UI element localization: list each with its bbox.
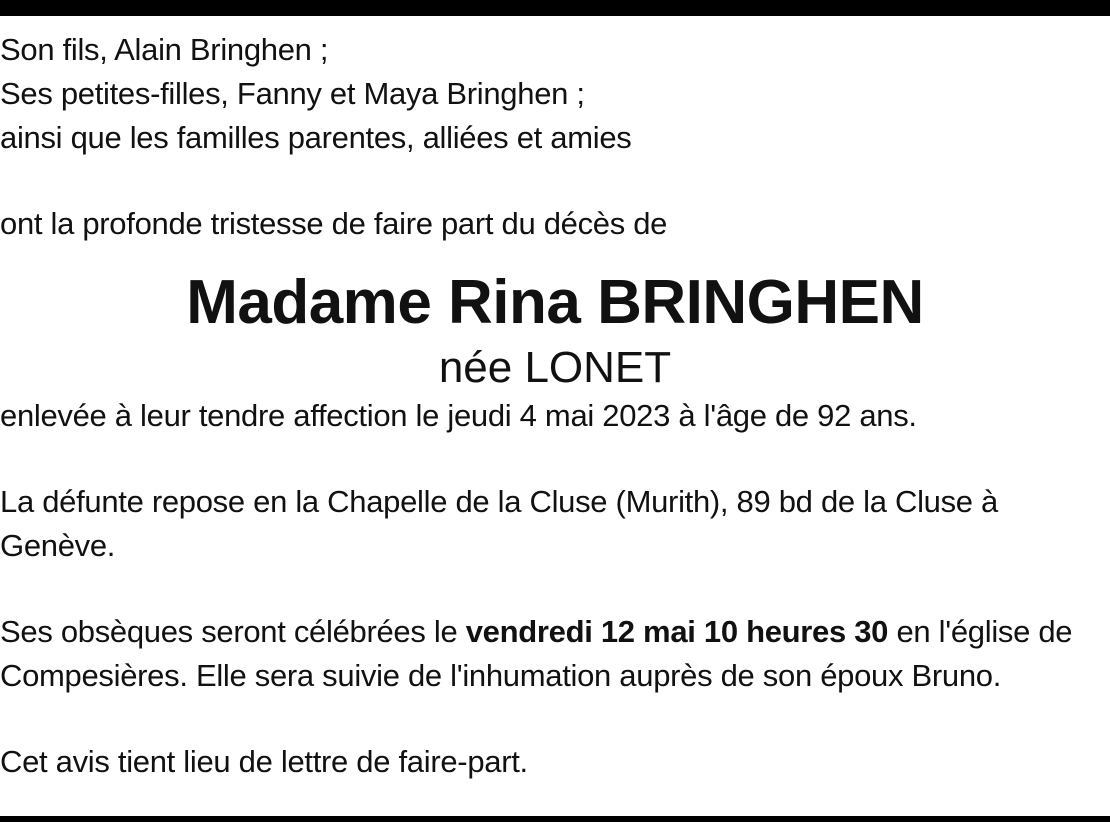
spacer [0, 438, 1110, 480]
family-line-son: Son fils, Alain Bringhen ; [0, 32, 329, 67]
funeral-place: en l'église de [888, 614, 1073, 649]
top-border [0, 0, 1110, 16]
repose-line-1: La défunte repose en la Chapelle de la Cluse (Murith), 89 bd de la Cluse à [0, 484, 998, 519]
funeral-datetime: vendredi 12 mai 10 heures 30 [465, 614, 889, 649]
spacer [0, 160, 1110, 202]
spacer [0, 698, 1110, 740]
announcement-text: ont la profonde tristesse de faire part du décès de [0, 206, 668, 241]
closing-text: Cet avis tient lieu de lettre de faire-part. [0, 744, 528, 779]
repose-line-2: Genève. [0, 528, 116, 563]
spacer [0, 568, 1110, 610]
family-line-granddaughters: Ses petites-filles, Fanny et Maya Bringhen ; [0, 76, 585, 111]
funeral-line-1 [0, 610, 1110, 654]
funeral-intro: Ses obsèques seront célébrées le [0, 614, 466, 649]
funeral-line-2: Compesières. Elle sera suivie de l'inhumation auprès de son époux Bruno. [0, 658, 1002, 693]
family-line-relatives: ainsi que les familles parentes, alliées et amies [0, 120, 632, 155]
maiden-name: née LONET [438, 343, 672, 392]
bottom-border [0, 816, 1110, 822]
obituary-notice [0, 28, 1110, 784]
deceased-name: Madame Rina BRINGHEN [186, 268, 924, 337]
passing-text: enlevée à leur tendre affection le jeudi 4 mai 2023 à l'âge de 92 ans. [0, 398, 917, 433]
